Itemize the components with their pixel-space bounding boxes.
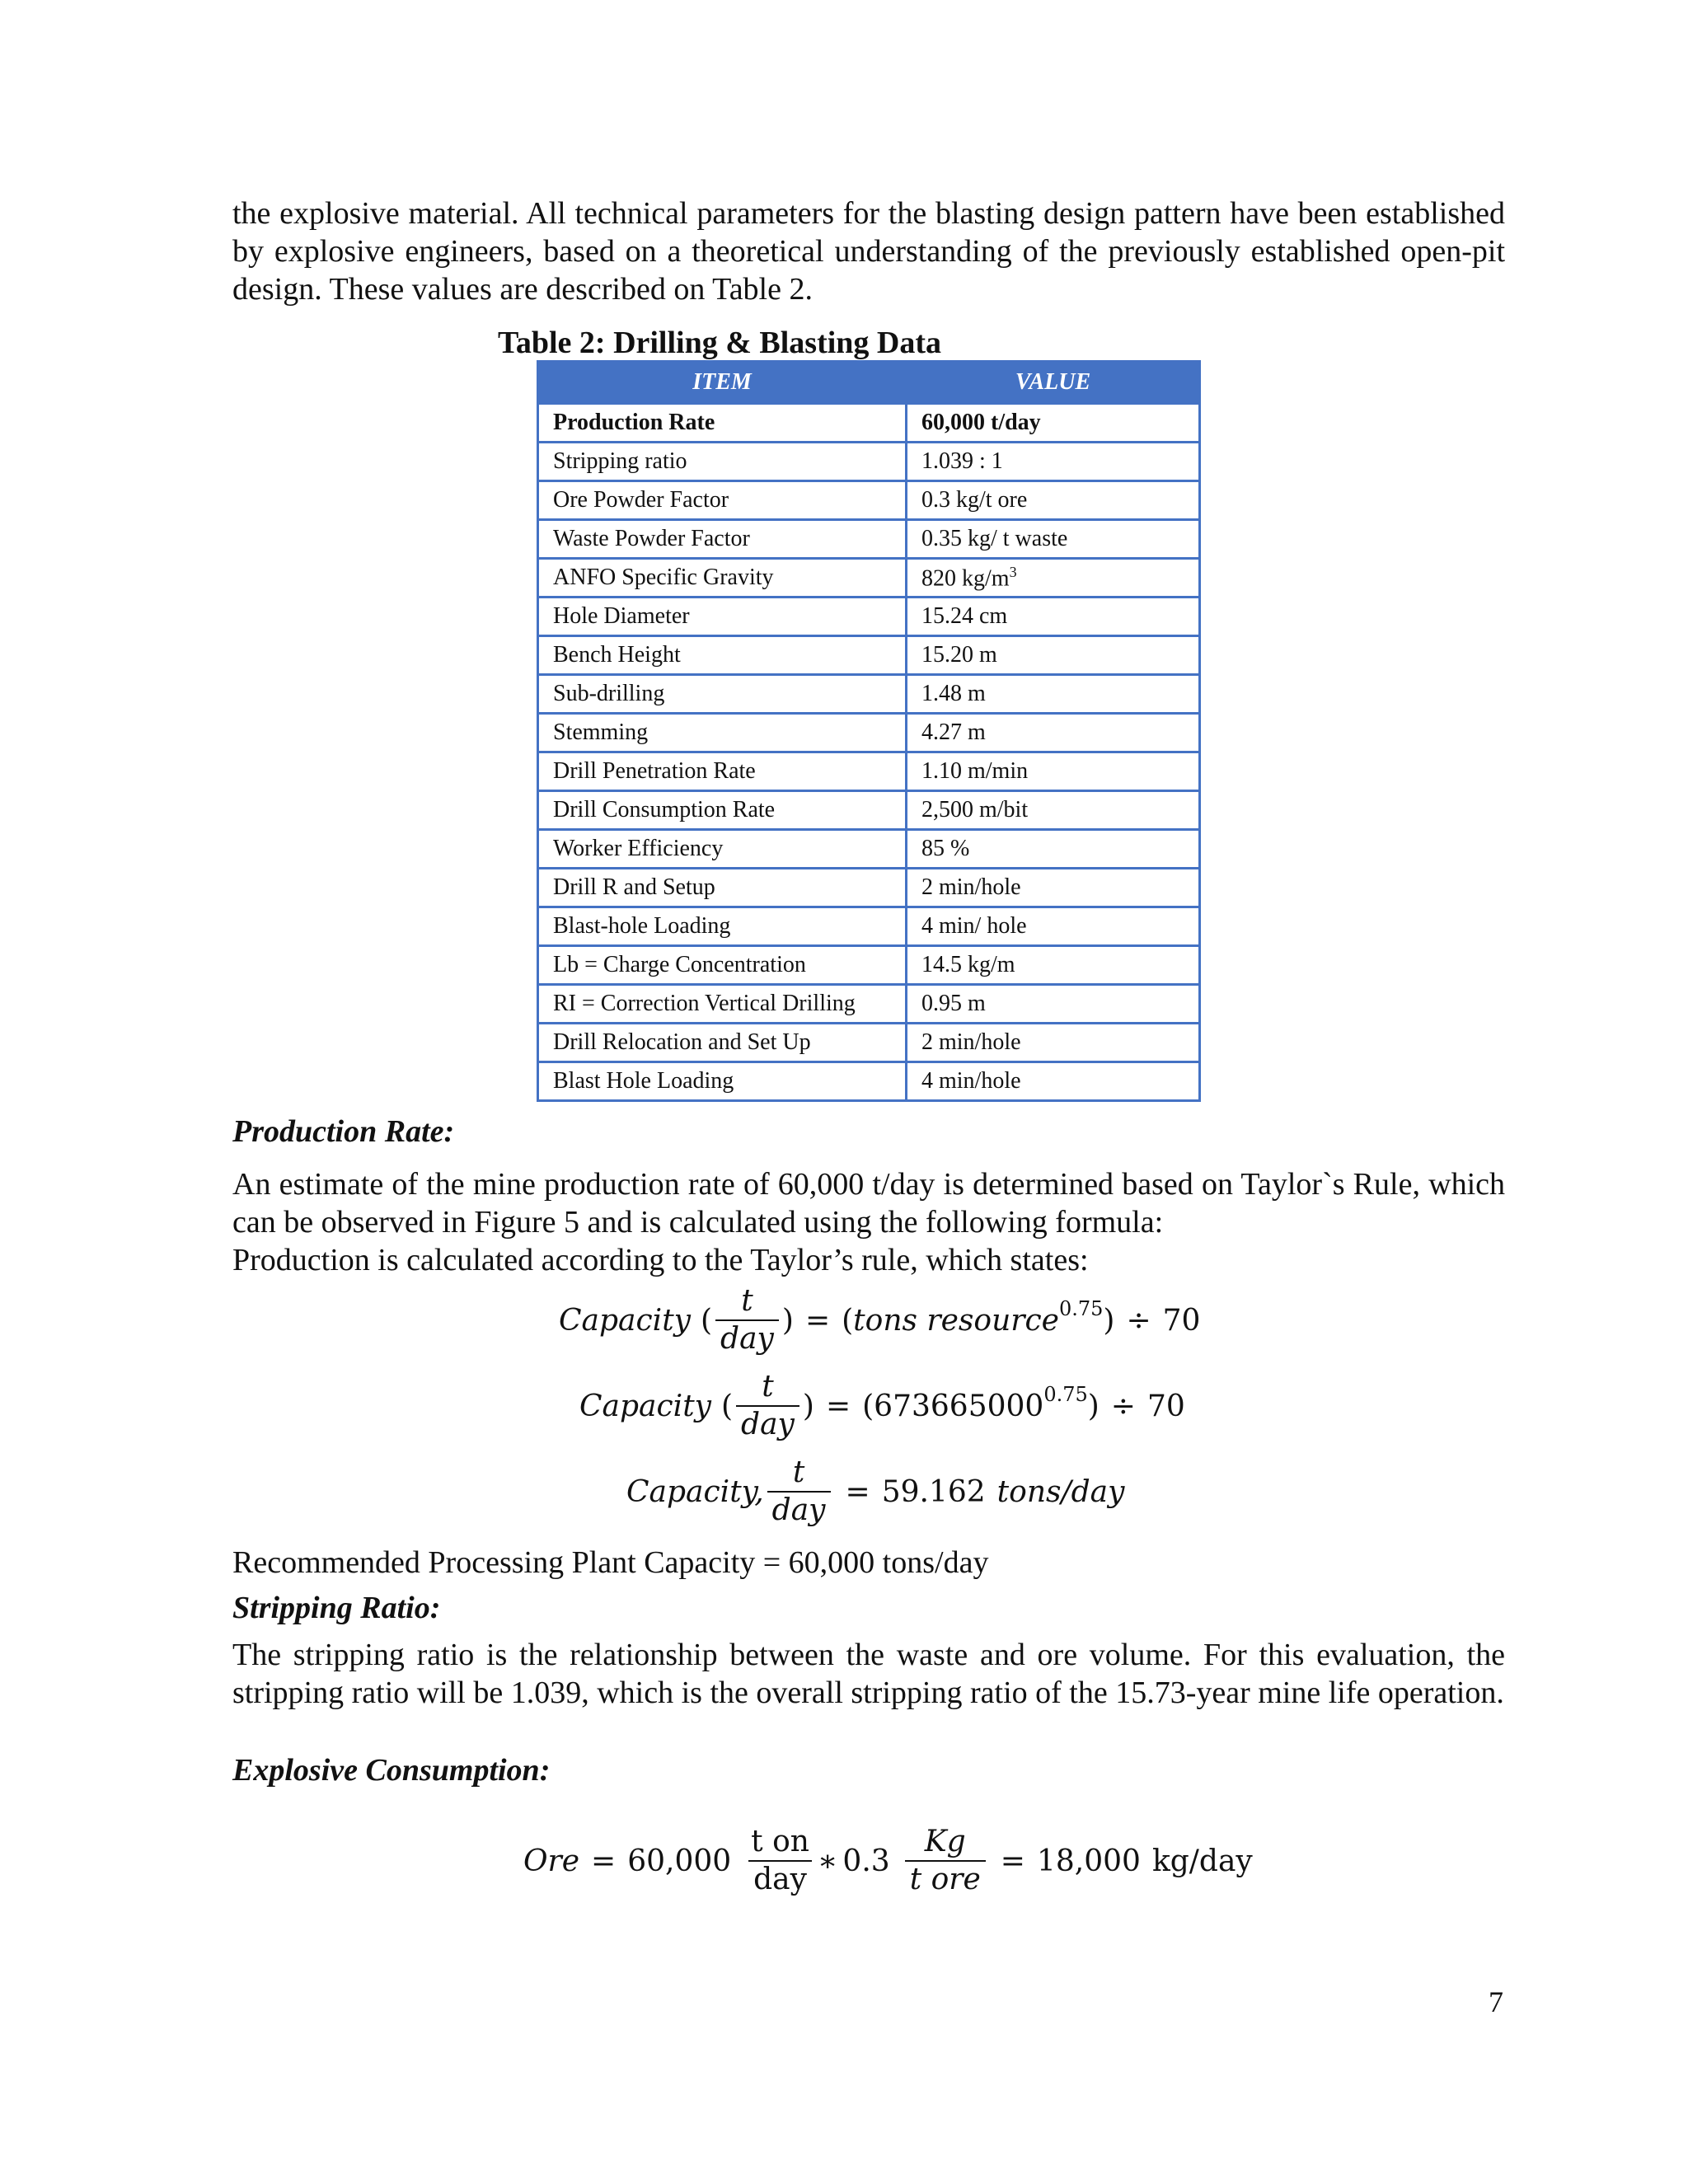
table-cell-value-text: 2 min/hole <box>921 874 1021 900</box>
eq2-fraction <box>736 1369 799 1443</box>
table-row <box>538 598 1200 636</box>
table-row <box>538 1024 1200 1062</box>
eq3-value: 59.162 <box>881 1474 986 1509</box>
ore-explosive-equation <box>523 1824 1253 1898</box>
ore-eq-operator: ∗ <box>817 1844 838 1878</box>
taylor-rule-paragraph: Production is calculated according to the Taylor’s rule, which states: <box>232 1243 1089 1277</box>
table-row <box>538 404 1200 443</box>
eq1-body: tons resource <box>853 1303 1059 1338</box>
eq2-operator: ÷ <box>1110 1389 1136 1423</box>
table-cell-value-text: 85 % <box>921 836 970 861</box>
eq3-fraction <box>767 1455 831 1529</box>
eq1-numerator: t <box>741 1284 753 1318</box>
table-cell-item: Hole Diameter <box>538 598 907 636</box>
table-cell-item: Waste Powder Factor <box>538 520 907 559</box>
table-cell-item: Blast-hole Loading <box>538 907 907 946</box>
recommended-capacity: Recommended Processing Plant Capacity = 60,000 tons/day <box>232 1545 989 1580</box>
page-number: 7 <box>1489 1985 1503 2018</box>
table-cell-item: Stripping ratio <box>538 443 907 481</box>
table-cell-value-text: 4 min/ hole <box>921 913 1027 939</box>
eq1-operator: ÷ <box>1126 1303 1151 1338</box>
table-cell-item: Worker Efficiency <box>538 830 907 869</box>
ore-eq-lhs: Ore <box>523 1844 580 1878</box>
drilling-blasting-table <box>537 360 1201 1102</box>
eq2-open-paren: ( <box>862 1389 874 1423</box>
eq2-equals: = <box>825 1389 851 1423</box>
table-cell-item: Drill Relocation and Set Up <box>538 1024 907 1062</box>
eq1-exponent: 0.75 <box>1058 1297 1104 1320</box>
ore-eq-powder-factor: 0.3 <box>842 1844 890 1878</box>
ore-eq-equals: = <box>591 1844 617 1878</box>
table-row <box>538 869 1200 907</box>
table-cell-value <box>907 443 1200 481</box>
table-cell-value-text: 0.35 kg/ t waste <box>921 526 1068 551</box>
table-cell-value <box>907 598 1200 636</box>
capacity-equation-2: Capacity ( $\frac{t}{\text{day}}$ ) = ( 673665000 $^{0.75}$ ) ÷ 70 <box>579 1370 1185 1441</box>
eq3-lhs: Capacity, <box>626 1474 764 1509</box>
ore-eq-fraction-1 <box>746 1824 814 1898</box>
table-cell-value-text: 14.5 kg/m <box>921 952 1015 977</box>
eq2-denominator: day <box>736 1405 799 1443</box>
ore-eq-fraction-2 <box>905 1824 986 1898</box>
capacity-equation-1: Capacity ( $\frac{t}{\text{day}}$ ) = ( tons resource $^{0.75}$ ) ÷ 70 <box>559 1284 1201 1356</box>
table-row <box>538 791 1200 830</box>
table-cell-value-text: 0.95 m <box>921 991 986 1016</box>
intro-paragraph: the explosive material. All technical parameters for the blasting design pattern have been established by explosive engineers, based on a theoretical understanding of the previously established open-pit design. These values are described on Table 2. <box>232 196 1505 307</box>
table-row <box>538 752 1200 791</box>
table-cell-item: Drill Penetration Rate <box>538 752 907 791</box>
table-cell-item: Production Rate <box>538 404 907 443</box>
eq1-fraction <box>715 1283 779 1357</box>
table-cell-value-superscript: 3 <box>1009 563 1017 580</box>
table-cell-value-text: 1.10 m/min <box>921 758 1029 784</box>
table-cell-value-text: 4.27 m <box>921 719 986 745</box>
table-cell-value-text: 820 kg/m <box>921 565 1010 592</box>
table-row <box>538 443 1200 481</box>
table-cell-item: Drill Consumption Rate <box>538 791 907 830</box>
ore-eq-result: 18,000 <box>1036 1844 1141 1878</box>
table-cell-item: ANFO Specific Gravity <box>538 559 907 598</box>
table-cell-value <box>907 985 1200 1024</box>
eq2-close-paren: ) <box>1087 1389 1100 1423</box>
table-row <box>538 830 1200 869</box>
table-row <box>538 714 1200 752</box>
table-cell-value-text: 15.24 cm <box>921 603 1008 629</box>
table-cell-value-text: 60,000 t/day <box>921 410 1041 435</box>
table-cell-value-text: 15.20 m <box>921 642 997 668</box>
eq1-divisor: 70 <box>1162 1303 1201 1338</box>
ore-eq-denominator-2: t ore <box>905 1860 986 1898</box>
eq2-exponent: 0.75 <box>1043 1383 1088 1406</box>
table-cell-value <box>907 636 1200 675</box>
table-cell-value <box>907 714 1200 752</box>
table-cell-value <box>907 907 1200 946</box>
table-cell-value <box>907 1024 1200 1062</box>
production-rate-paragraph: An estimate of the mine production rate of 60,000 t/day is determined based on Taylor`s Rule, which can be observed in Figure 5 and is calculated using the following formula: <box>232 1167 1505 1240</box>
table-cell-value <box>907 404 1200 443</box>
table-cell-value-text: 1.48 m <box>921 681 986 706</box>
eq1-close-paren: ) <box>1103 1303 1115 1338</box>
ore-eq-tonnage: 60,000 <box>627 1844 732 1878</box>
table-cell-value <box>907 946 1200 985</box>
table-row <box>538 1062 1200 1101</box>
table-cell-value-text: 2 min/hole <box>921 1029 1021 1055</box>
table-row <box>538 907 1200 946</box>
production-rate-heading: Production Rate: <box>232 1114 455 1149</box>
table-cell-value-text: 2,500 m/bit <box>921 797 1029 823</box>
ore-eq-numerator-2: Kg <box>924 1825 966 1858</box>
table-cell-value <box>907 1062 1200 1101</box>
stripping-ratio-heading: Stripping Ratio: <box>232 1591 441 1625</box>
explosive-consumption-heading: Explosive Consumption: <box>232 1753 551 1788</box>
table-cell-value <box>907 559 1200 598</box>
table-cell-value <box>907 791 1200 830</box>
ore-eq-equals-2: = <box>1000 1844 1025 1878</box>
capacity-equation-3 <box>626 1455 1124 1529</box>
eq3-equals: = <box>845 1474 870 1509</box>
eq1-equals: = <box>804 1303 831 1338</box>
table-title: Table 2: Drilling & Blasting Data <box>498 326 942 360</box>
table-row <box>538 675 1200 714</box>
table-cell-value-text: 1.039 : 1 <box>921 448 1003 474</box>
table-cell-item: Stemming <box>538 714 907 752</box>
table-row <box>538 985 1200 1024</box>
table-cell-item: Sub-drilling <box>538 675 907 714</box>
eq3-denominator: day <box>767 1491 831 1529</box>
table-cell-value <box>907 520 1200 559</box>
ore-eq-unit: kg/day <box>1151 1844 1253 1878</box>
column-header-value: VALUE <box>907 362 1200 404</box>
table-row <box>538 946 1200 985</box>
table-cell-value <box>907 481 1200 520</box>
eq2-body: 673665000 <box>874 1389 1044 1423</box>
eq2-divisor: 70 <box>1146 1389 1185 1423</box>
eq1-denominator: day <box>715 1319 779 1357</box>
table-row <box>538 636 1200 675</box>
table-cell-item: Ore Powder Factor <box>538 481 907 520</box>
table-cell-value <box>907 830 1200 869</box>
eq1-lhs: Capacity <box>559 1303 691 1338</box>
eq1-open-paren: ( <box>842 1303 854 1338</box>
table-cell-value <box>907 869 1200 907</box>
table-cell-item: Blast Hole Loading <box>538 1062 907 1101</box>
eq3-unit: tons/day <box>996 1474 1125 1509</box>
table-cell-value-text: 0.3 kg/t ore <box>921 487 1028 513</box>
column-header-item: ITEM <box>538 362 907 404</box>
table-cell-item: Drill R and Setup <box>538 869 907 907</box>
table-row <box>538 559 1200 598</box>
table-cell-item: Bench Height <box>538 636 907 675</box>
eq2-numerator: t <box>762 1370 774 1404</box>
table-row <box>538 520 1200 559</box>
table-header-row <box>538 362 1200 404</box>
ore-eq-denominator-1: day <box>748 1860 812 1898</box>
table-cell-value <box>907 675 1200 714</box>
table-cell-value <box>907 752 1200 791</box>
eq2-lhs: Capacity <box>579 1389 711 1423</box>
table-cell-value-text: 4 min/hole <box>921 1068 1021 1094</box>
table-cell-item: Lb = Charge Concentration <box>538 946 907 985</box>
stripping-ratio-paragraph: The stripping ratio is the relationship between the waste and ore volume. For this evaluation, the stripping ratio will be 1.039, which is the overall stripping ratio of the 15.73-year mine life operation. <box>232 1638 1505 1710</box>
table-cell-item: RI = Correction Vertical Drilling <box>538 985 907 1024</box>
ore-eq-numerator-1: t on <box>751 1825 809 1858</box>
eq3-numerator: t <box>792 1455 805 1489</box>
table-row <box>538 481 1200 520</box>
